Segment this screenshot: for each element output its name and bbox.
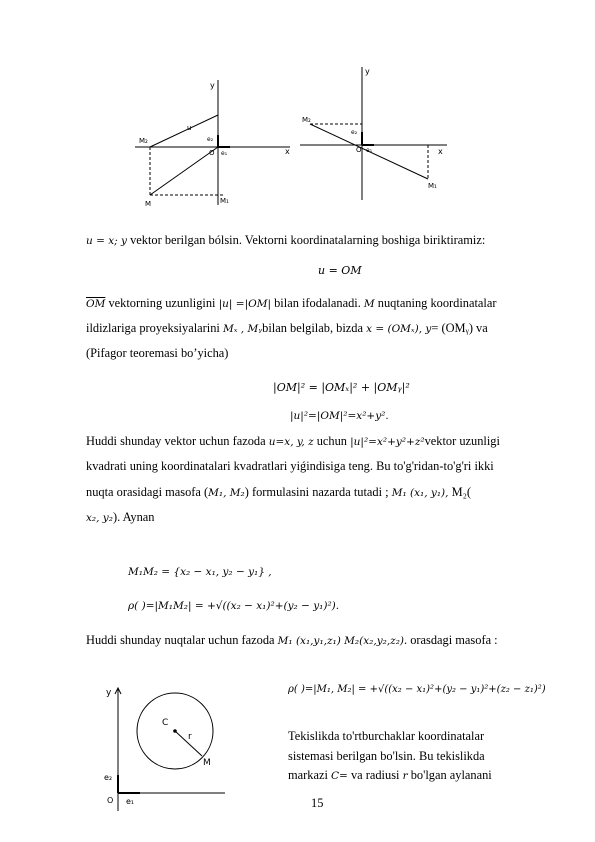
text-span: markazi [288,768,331,782]
text-span: . orasdagi masofa : [404,633,498,647]
equation-m1m2-vector: M₁M₂ = {x₂ − x₁, y₂ − y₁} , [128,566,272,578]
fig2-e2-label: e₂ [351,129,358,136]
fig2-e1-label: e₁ [366,147,373,154]
equation-u-om: u = OM [318,264,362,277]
om-vector-symbol: $\overline{OM}$ [86,298,106,310]
paragraph-1-text: vektor berilgan bólsin. Vektorni koordinatalarning boshiga biriktiramiz: [130,233,486,247]
center-symbol: C= [331,770,348,782]
point-m2-coords: x₂, y₂ [86,512,113,524]
projection-symbols: Mₓ , Mᵧ [222,323,263,335]
paragraph-3-line-1 [86,434,500,449]
fig3-e1-label: e₁ [126,797,135,806]
text-span: bilan belgilab, bizda [262,321,367,335]
text-span: bo'lgan aylanani [407,768,492,782]
paragraph-2-line-1 [86,296,497,311]
fig2-x-label: x [438,147,443,156]
fig1-o-label: O [209,149,215,157]
fig2-o-label: O [356,146,362,154]
fig3-c-label: C [162,718,169,728]
radius-symbol: r [402,770,408,782]
vector-diagram-right [300,62,450,202]
text-span: bilan ifodalanadi. [271,296,364,310]
fig2-y-label: y [365,67,370,76]
paragraph-3-line-2: kvadrati uning koordinatalari kvadratlari yiǵindisiga teng. Bu to'g'ridan-to'g'ri ikki [86,459,494,473]
fig1-m1-label: M₁ [220,197,229,205]
paragraph-5-line-3 [288,768,492,783]
text-span: ) formulasini nazarda tutadi ; [244,485,392,499]
text-span: ildizlariga proyeksiyalarini [86,321,223,335]
paragraph-3-line-3 [86,485,471,500]
paragraph-2-line-2 [86,321,488,336]
paragraph-4 [86,633,498,648]
page-number: 15 [311,796,324,810]
fig3-r-label: r [188,732,192,742]
equation-distance-3d: ρ( )=|M₁, M₂| = +√((x₂ − x₁)²+(y₂ − y₁)²+(z₂ − z₁)²) [288,684,546,695]
text-span: uchun [313,434,351,448]
fig1-y-label: y [210,81,215,90]
fig3-e2-label: e₂ [104,773,113,782]
fig2-m1-label: M₁ [428,182,437,190]
fig3-y-label: y [106,688,112,698]
fig3-m-label: M [203,758,211,768]
paragraph-1 [86,233,485,248]
point-m-symbol: M [363,298,375,310]
text-span: va radiusi [347,768,403,782]
length-3d-formula: |u|²=x²+y²+z² [350,436,425,448]
text-span: ). Aynan [112,510,155,524]
paragraph-3-line-4 [86,510,155,525]
fig3-o-label: O [107,796,114,805]
fig1-m2-label: M₂ [139,137,148,145]
paragraph-5-line-2: sistemasi berilgan bo'lsin. Bu tekislikda [288,749,485,763]
equation-pythagoras: |OM|² = |OMₓ|² + |OMᵧ|² [273,381,410,394]
text-span: Huddi shunday vektor uchun fazoda [86,434,269,448]
text-span: vektor uzunligi [424,434,500,448]
equation-distance-2d: ρ( )=|M₁M₂| = +√((x₂ − x₁)²+(y₂ − y₁)²). [128,600,340,612]
fig1-e2-label: e₂ [207,136,214,143]
fig2-m2-label: M₂ [302,116,311,124]
fig1-m-label: M [145,200,152,208]
text-span: vektorning uzunligini [105,296,219,310]
coordinate-formula: x = (OMₓ), y [366,323,432,335]
vector-diagram-left [135,75,295,210]
points-3d-coords: M₁ (x₁,y₁,z₁) M₂(x₂,y₂,z₂) [277,635,405,647]
fig1-x-label: x [285,147,290,156]
fig1-u-label: u [187,124,192,132]
text-span: M₂( [448,485,472,499]
points-symbol: M₁, M₂ [208,487,245,499]
circle-diagram [100,683,230,813]
text-span: Huddi shunday nuqtalar uchun fazoda [86,633,278,647]
equation-length-squared: |u|²=|OM|²=x²+y². [290,410,389,422]
text-span: nuqta orasidagi masofa ( [86,485,209,499]
text-span: = (OMᵧ) va [431,321,488,335]
text-span: nuqtaning koordinatalar [374,296,497,310]
vector-3d-formula: u=x, y, z [268,436,314,448]
length-formula: |u| =|OM| [218,298,272,310]
paragraph-5-line-1: Tekislikda to'rtburchaklar koordinatalar [288,729,485,743]
vector-u-formula: u = x; y [86,235,127,247]
fig1-e1-label: e₁ [221,150,228,157]
paragraph-2-line-3: (Pifagor teoremasi bo’yicha) [86,346,229,360]
point-m1-coords: M₁ (x₁, y₁), [391,487,449,499]
